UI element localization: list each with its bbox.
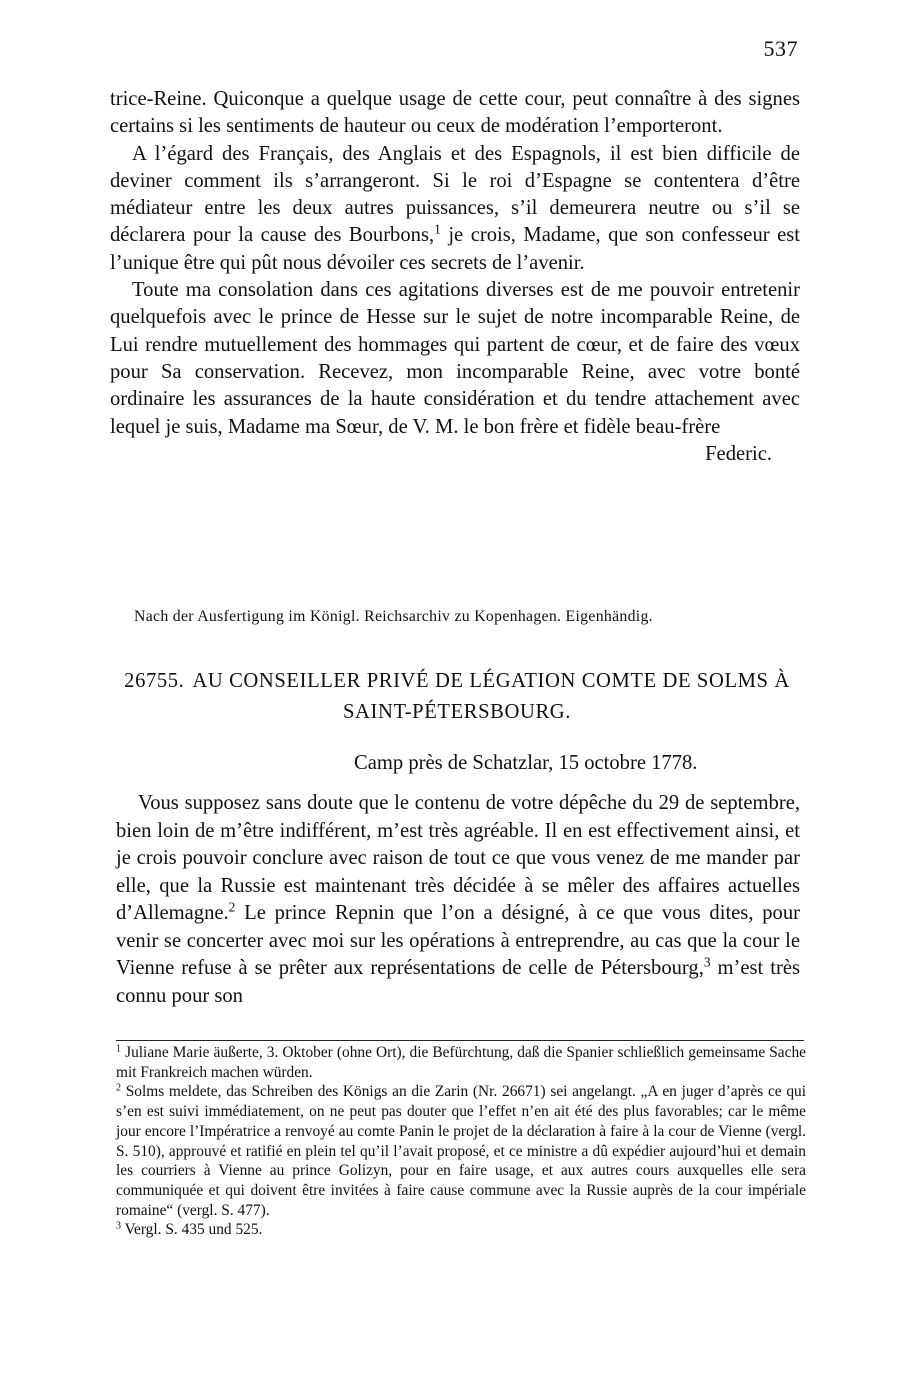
footnote-mark: 2 bbox=[116, 1082, 121, 1094]
footnote-ref: 2 bbox=[228, 899, 236, 915]
body-paragraph bbox=[116, 790, 800, 1010]
letter-paragraph-text: je crois, Madame, que son confesseur est l’unique être qui pût nous dévoiler ces secrets de l’avenir. bbox=[110, 224, 800, 274]
footnote-mark: 1 bbox=[116, 1043, 121, 1055]
body-text: Vous supposez sans doute que le contenu de votre dépêche du 29 de septembre, bien loin de m’être indifférent, m’est très agréable. Il en est effectivement ainsi, et je crois pouvoir conclure avec raison de tout ce que vous venez de me mander par elle, que la Russie est maintenant très décidée à se mêler des affaires actuelles d’Allemagne. bbox=[116, 792, 800, 924]
footnote-text: Juliane Marie äußerte, 3. Oktober (ohne Ort), die Befürchtung, daß die Spanier schließlich gemeinsame Sache mit Frankreich machen würden. bbox=[116, 1044, 806, 1081]
letter-paragraph bbox=[110, 141, 800, 277]
footnote bbox=[116, 1220, 806, 1240]
letter-paragraph-text: A l’égard des Français, des Anglais et des Espagnols, il est bien difficile de deviner comment ils s’arrangeront. Si le roi d’Espagne se contentera d’être médiateur entre les deux autres puissances, s’il demeurera neutre ou s’il se déclarera pour la cause des Bourbons, bbox=[110, 142, 800, 247]
page-number: 537 bbox=[763, 36, 798, 61]
footnote-ref: 1 bbox=[434, 222, 441, 238]
document-number: 26755. bbox=[124, 670, 185, 692]
footnote-text: Solms meldete, das Schreiben des Königs an die Zarin (Nr. 26671) sei angelangt. „A en juger d’après ce qui s’en est suivi immédiatement, on ne peut pas douter que l’effet n’en ait été des plus favorables; car le même jour encore l’Impératrice a renvoyé au comte Panin le projet de la déclaration à faire à la cour de Vienne (vergl. S. 510), approuvé et ratifié en plein tel qu’il l’avait proposé, et ce ministre a dû expédier aujourd’hui et demain les courriers à Vienne au prince Golizyn, pour en faire usage, et aux autres cours auxquelles elle sera communiquée et qui doivent être invitées à faire cause commune avec la Russie auprès de la cour impériale romaine“ (vergl. S. 477). bbox=[116, 1083, 806, 1219]
document-body bbox=[116, 790, 800, 1010]
signature: Federic. bbox=[705, 442, 772, 465]
footnote bbox=[116, 1043, 806, 1082]
footnote-mark: 3 bbox=[116, 1220, 121, 1232]
document-heading bbox=[112, 666, 802, 728]
footnote-ref: 3 bbox=[703, 954, 711, 970]
footnote bbox=[116, 1082, 806, 1220]
footnotes bbox=[116, 1043, 806, 1240]
letter-continuation bbox=[110, 86, 800, 468]
footnote-divider bbox=[116, 1040, 804, 1041]
source-note: Nach der Ausfertigung im Königl. Reichsarchiv zu Kopenhagen. Eigenhändig. bbox=[134, 608, 653, 625]
body-text: Le prince Repnin que l’on a désigné, à ce que vous dites, pour venir se concerter avec moi sur les opérations à entreprendre, au cas que la cour le Vienne refuse à se prêter aux représentations de celle de Pétersbourg, bbox=[116, 902, 800, 979]
closing-line bbox=[110, 277, 800, 441]
signature-row bbox=[110, 441, 800, 468]
dateline: Camp près de Schatzlar, 15 octobre 1778. bbox=[354, 752, 698, 774]
footnote-text: Vergl. S. 435 und 525. bbox=[124, 1221, 263, 1239]
body-text: m’est très connu pour son bbox=[116, 957, 800, 1007]
letter-paragraph: trice-Reine. Quiconque a quelque usage de cette cour, peut connaître à des signes certains si les sentiments de hauteur ou ceux de modération l’emporteront. bbox=[110, 88, 800, 138]
document-title: AU CONSEILLER PRIVÉ DE LÉGATION COMTE DE SOLMS À SAINT-PÉTERSBOURG. bbox=[192, 670, 790, 723]
letter-paragraph: Toute ma consolation dans ces agitations diverses est de me pouvoir entretenir quelquefois avec le prince de Hesse sur le sujet de notre incomparable Reine, de Lui rendre mutuellement des hommages qui partent de cœur, et de faire des vœux pour Sa conservation. Recevez, mon incomparable Reine, avec votre bonté ordinaire les assurances de la haute considération et du tendre attachement avec lequel je suis, Madame ma Sœur, de V. M. le bon frère et fidèle beau-frère bbox=[110, 279, 800, 438]
